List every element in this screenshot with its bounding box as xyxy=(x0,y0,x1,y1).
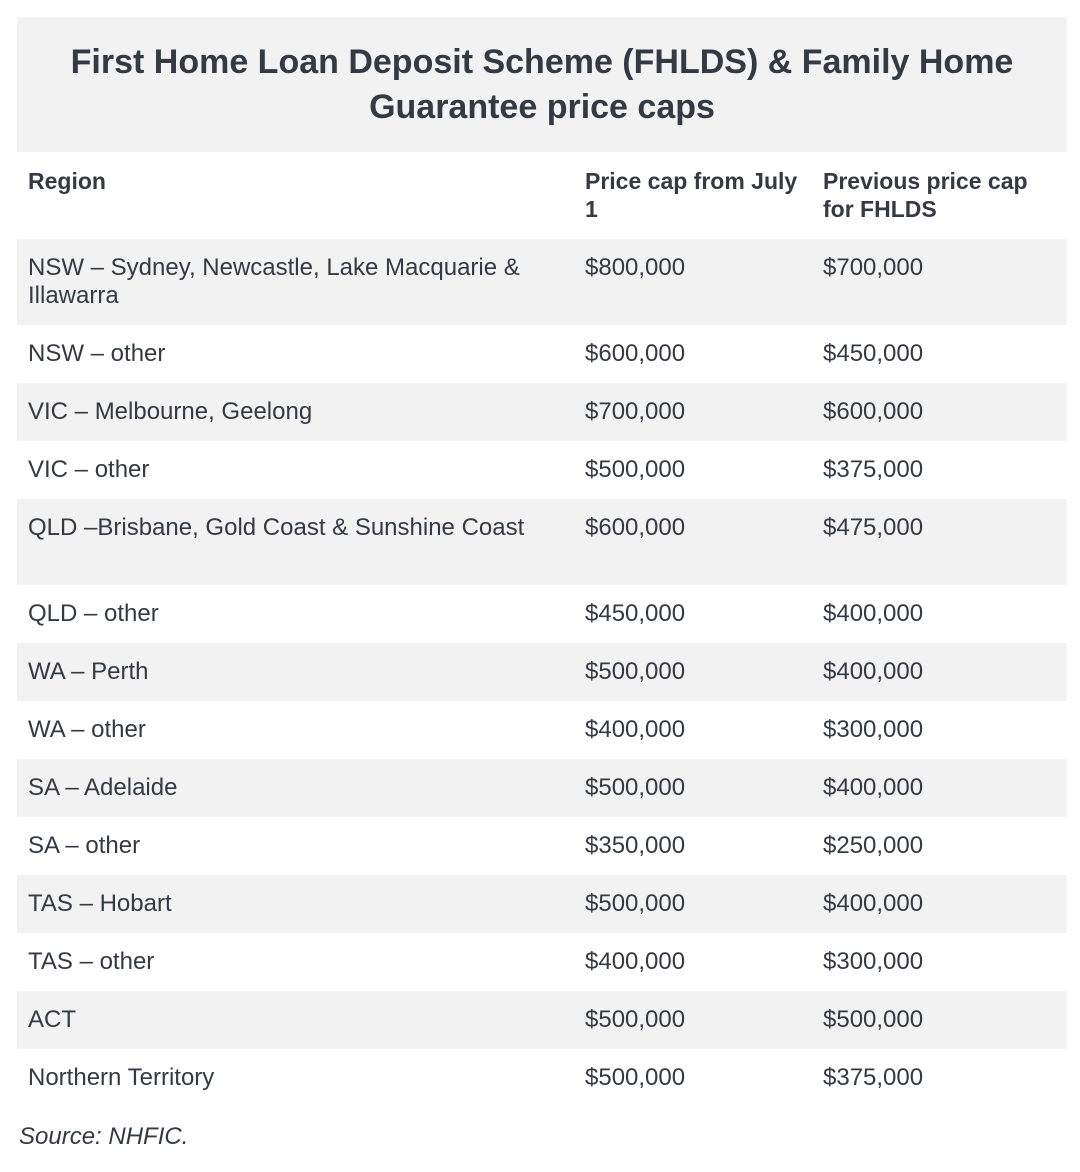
region-cell: NSW – other xyxy=(17,325,574,383)
previous-cap-cell: $400,000 xyxy=(812,875,1067,933)
previous-cap-cell: $700,000 xyxy=(812,239,1067,325)
region-cell: QLD –Brisbane, Gold Coast & Sunshine Coast xyxy=(17,499,574,585)
price-cap-table xyxy=(17,152,1067,1107)
new-cap-cell: $800,000 xyxy=(574,239,812,325)
table-row xyxy=(17,701,1067,759)
table-row xyxy=(17,643,1067,701)
table-row xyxy=(17,239,1067,325)
table-row xyxy=(17,441,1067,499)
region-cell: TAS – Hobart xyxy=(17,875,574,933)
new-cap-cell: $450,000 xyxy=(574,585,812,643)
new-cap-cell: $600,000 xyxy=(574,499,812,585)
previous-cap-cell: $400,000 xyxy=(812,759,1067,817)
new-cap-cell: $500,000 xyxy=(574,643,812,701)
region-cell: Northern Territory xyxy=(17,1049,574,1107)
header-cap-from-july: Price cap from July 1 xyxy=(574,152,812,239)
new-cap-cell: $350,000 xyxy=(574,817,812,875)
new-cap-cell: $500,000 xyxy=(574,441,812,499)
new-cap-cell: $500,000 xyxy=(574,1049,812,1107)
new-cap-cell: $400,000 xyxy=(574,933,812,991)
title-block xyxy=(17,17,1067,152)
table-row xyxy=(17,933,1067,991)
table-row xyxy=(17,499,1067,585)
new-cap-cell: $500,000 xyxy=(574,991,812,1049)
new-cap-cell: $700,000 xyxy=(574,383,812,441)
previous-cap-cell: $300,000 xyxy=(812,933,1067,991)
new-cap-cell: $600,000 xyxy=(574,325,812,383)
previous-cap-cell: $475,000 xyxy=(812,499,1067,585)
header-region: Region xyxy=(17,152,574,239)
table-row xyxy=(17,991,1067,1049)
region-cell: ACT xyxy=(17,991,574,1049)
region-cell: QLD – other xyxy=(17,585,574,643)
region-cell: SA – Adelaide xyxy=(17,759,574,817)
region-cell: VIC – Melbourne, Geelong xyxy=(17,383,574,441)
header-row xyxy=(17,152,1067,239)
region-cell: WA – other xyxy=(17,701,574,759)
region-cell: WA – Perth xyxy=(17,643,574,701)
previous-cap-cell: $400,000 xyxy=(812,585,1067,643)
table-row xyxy=(17,1049,1067,1107)
previous-cap-cell: $400,000 xyxy=(812,643,1067,701)
previous-cap-cell: $500,000 xyxy=(812,991,1067,1049)
table-row xyxy=(17,759,1067,817)
table-title: First Home Loan Deposit Scheme (FHLDS) & Family Home Guarantee price caps xyxy=(70,42,1014,126)
previous-cap-cell: $300,000 xyxy=(812,701,1067,759)
price-cap-table-container xyxy=(17,17,1067,1107)
new-cap-cell: $400,000 xyxy=(574,701,812,759)
table-row xyxy=(17,817,1067,875)
region-cell: TAS – other xyxy=(17,933,574,991)
previous-cap-cell: $600,000 xyxy=(812,383,1067,441)
source-note: Source: NHFIC. xyxy=(19,1123,189,1150)
region-cell: VIC – other xyxy=(17,441,574,499)
previous-cap-cell: $375,000 xyxy=(812,441,1067,499)
previous-cap-cell: $375,000 xyxy=(812,1049,1067,1107)
region-cell: SA – other xyxy=(17,817,574,875)
new-cap-cell: $500,000 xyxy=(574,759,812,817)
table-row xyxy=(17,875,1067,933)
table-row xyxy=(17,585,1067,643)
previous-cap-cell: $450,000 xyxy=(812,325,1067,383)
new-cap-cell: $500,000 xyxy=(574,875,812,933)
previous-cap-cell: $250,000 xyxy=(812,817,1067,875)
table-row xyxy=(17,383,1067,441)
region-cell: NSW – Sydney, Newcastle, Lake Macquarie & Illawarra xyxy=(17,239,574,325)
header-previous-cap: Previous price cap for FHLDS xyxy=(812,152,1067,239)
table-row xyxy=(17,325,1067,383)
